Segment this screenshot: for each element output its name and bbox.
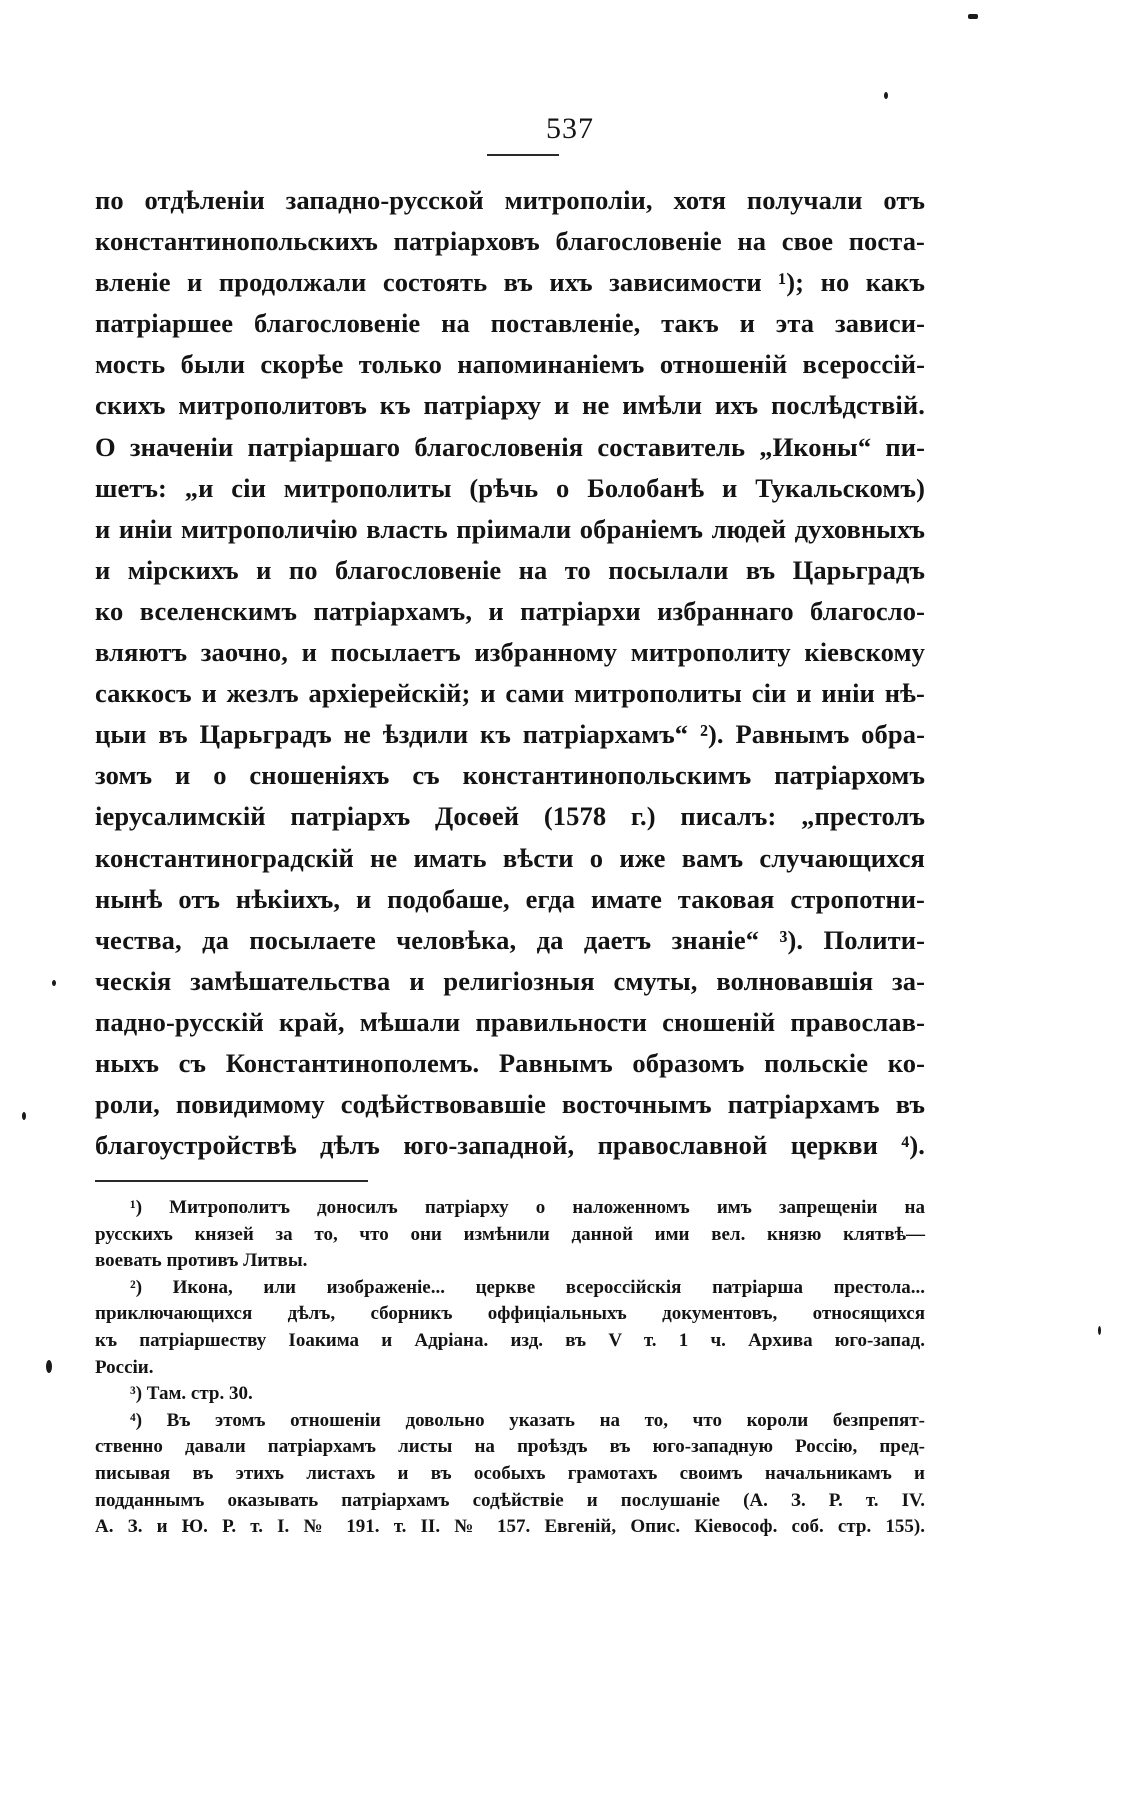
body-line: константиноградскій не имать вѣсти о иже вамъ случающихся (95, 842, 925, 873)
body-line: вленіе и продолжали состоять въ ихъ зависимости ¹); но какъ (95, 267, 925, 298)
footnote-line: ²) Икона, или изображеніе... церкве всероссійскія патріарша престола... (130, 1276, 925, 1298)
footnote-line: писывая въ этихъ листахъ и въ особыхъ грамотахъ своимъ начальникамъ и (95, 1462, 925, 1484)
footnote-line: русскихъ князей за то, что они измѣнили данной ими вел. князю клятвѣ— (95, 1223, 925, 1245)
body-line: роли, повидимому содѣйствовавшіе восточнымъ патріархамъ въ (95, 1089, 925, 1120)
body-line: мость были скорѣе только напоминаніемъ отношеній всероссій- (95, 349, 925, 380)
footnote-line: А. З. и Ю. Р. т. I. № 191. т. II. № 157. Евгеній, Опис. Кіевософ. соб. стр. 155). (95, 1516, 925, 1538)
footnotes (95, 1195, 925, 1541)
body-line: цыи въ Царьградъ не ѣздили къ патріархамъ“ ²). Равнымъ обра- (95, 719, 925, 750)
body-line: вляютъ заочно, и посылаетъ избранному митрополиту кіевскому (95, 637, 925, 668)
body-line: ко вселенскимъ патріархамъ, и патріархи избраннаго благосло- (95, 595, 925, 626)
body-line: константинопольскихъ патріарховъ благословеніе на свое поста- (95, 226, 925, 257)
footnote-divider (95, 1180, 368, 1182)
footnote-line: ¹) Митрополитъ доносилъ патріарху о наложенномъ имъ запрещеніи на (130, 1197, 925, 1218)
footnote-line: подданнымъ оказывать патріархамъ содѣйствіе и послушаніе (А. З. Р. т. IV. (95, 1489, 925, 1511)
body-line: ныхъ съ Константинополемъ. Равнымъ образомъ польскіе ко- (95, 1047, 925, 1078)
body-line: и иніи митрополичію власть пріимали обраніемъ людей духовныхъ (95, 513, 925, 544)
scan-speck (1098, 1326, 1101, 1335)
footnote-line: приключающихся дѣлъ, сборникъ оффиціальныхъ документовъ, относящихся (95, 1303, 925, 1325)
body-line: благоустройствѣ дѣлъ юго-западной, православной церкви ⁴). (95, 1130, 925, 1161)
body-line: О значеніи патріаршаго благословенія составитель „Иконы“ пи- (95, 431, 925, 462)
page-number: 537 (546, 112, 594, 145)
footnote-line: къ патріаршеству Іоакима и Адріана. изд. въ V т. 1 ч. Архива юго-запад. (95, 1329, 925, 1351)
body-line: ческія замѣшательства и религіозныя смуты, волновавшія за- (95, 965, 925, 996)
body-line: патріаршее благословеніе на поставленіе, такъ и эта зависи- (95, 308, 925, 339)
body-line: по отдѣленіи западно-русской митрополіи, хотя получали отъ (95, 185, 925, 215)
scan-speck (46, 1360, 52, 1373)
body-line: нынѣ отъ нѣкіихъ, и подобаше, егда имате таковая стропотни- (95, 883, 925, 914)
body-line: іерусалимскій патріархъ Досѳей (1578 г.) писалъ: „престолъ (95, 801, 925, 832)
page-number-rule (487, 154, 559, 156)
footnote-line: ³) Там. стр. 30. (130, 1383, 253, 1405)
body-text (95, 180, 925, 1166)
body-line: и мірскихъ и по благословеніе на то посылали въ Царьградъ (95, 554, 925, 585)
body-line: зомъ и о сношеніяхъ съ константинопольскимъ патріархомъ (95, 760, 925, 791)
body-line: саккосъ и жезлъ архіерейскій; и сами митрополиты сіи и иніи нѣ- (95, 678, 925, 709)
body-line: чества, да посылаете человѣка, да даетъ знаніе“ ³). Полити- (95, 924, 925, 955)
scan-speck (884, 92, 888, 99)
footnote-line: ственно давали патріархамъ листы на проѣздъ въ юго-западную Россію, пред- (95, 1436, 925, 1458)
body-line: падно-русскій край, мѣшали правильности сношеній православ- (95, 1006, 925, 1037)
scan-speck (52, 980, 56, 986)
scan-speck (22, 1112, 26, 1120)
scan-speck (968, 14, 978, 19)
footnote-line: Россіи. (95, 1356, 154, 1378)
body-line: скихъ митрополитовъ къ патріарху и не имѣли ихъ послѣдствій. (95, 390, 925, 421)
footnote-line: воевать противъ Литвы. (95, 1250, 308, 1272)
footnote-line: ⁴) Въ этомъ отношеніи довольно указать на то, что короли безпрепят- (130, 1409, 925, 1431)
body-line: шетъ: „и сіи митрополиты (рѣчь о Болобанѣ и Тукальскомъ) (95, 472, 925, 503)
